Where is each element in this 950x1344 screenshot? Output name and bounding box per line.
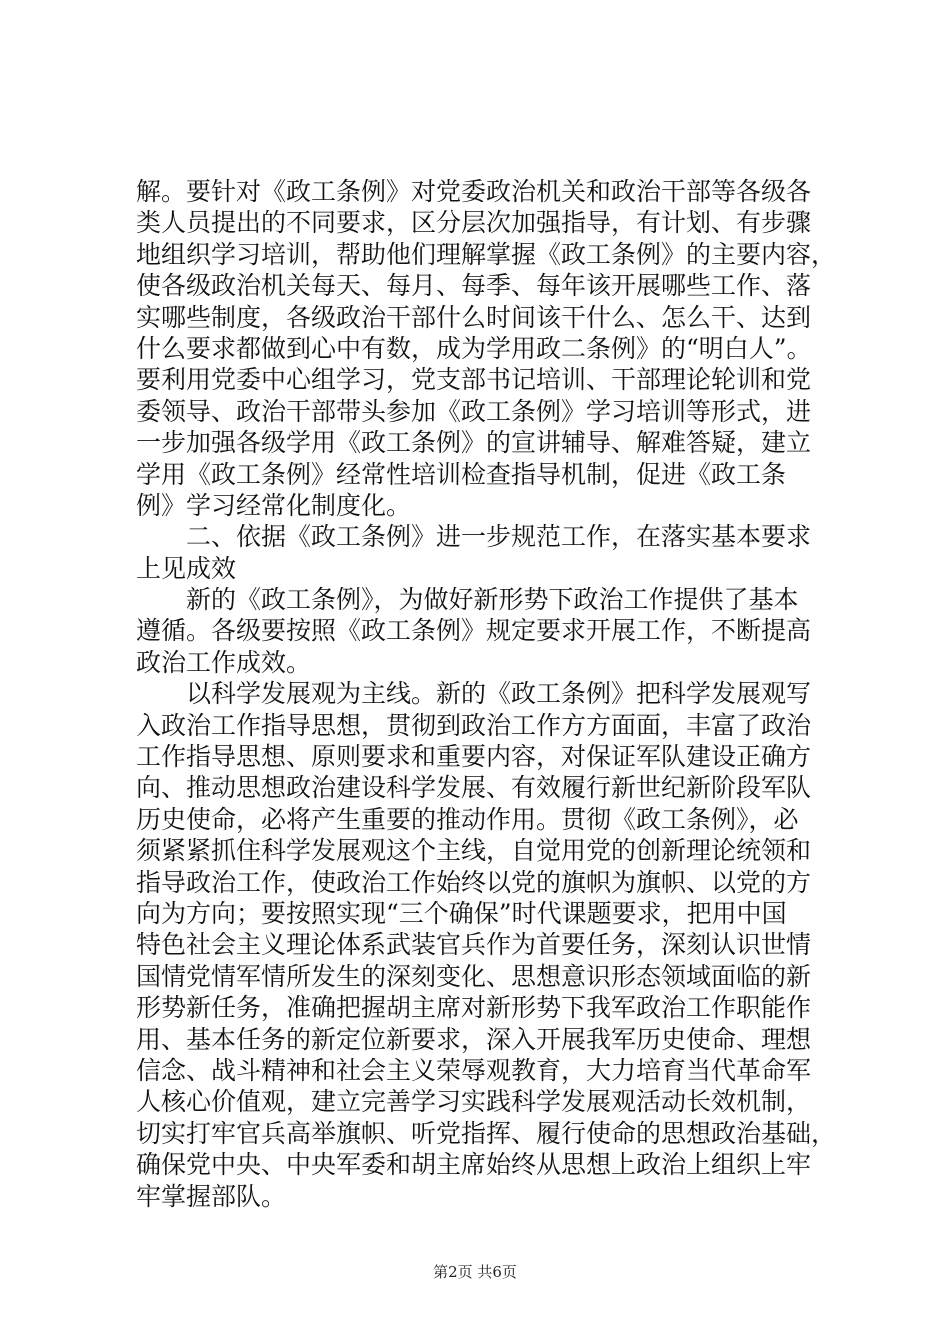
text-line: 确保党中央、中央军委和胡主席始终从思想上政治上组织上牢 bbox=[136, 1150, 812, 1180]
text-line: 工作指导思想、原则要求和重要内容，对保证军队建设正确方 bbox=[136, 742, 812, 772]
text-line: 使各级政治机关每天、每月、每季、每年该开展哪些工作、落 bbox=[136, 271, 812, 301]
text-line: 遵循。各级要按照《政工条例》规定要求开展工作，不断提高 bbox=[136, 616, 812, 646]
text-line: 类人员提出的不同要求，区分层次加强指导，有计划、有步骤 bbox=[136, 208, 812, 238]
text-line: 牢掌握部队。 bbox=[136, 1181, 287, 1211]
page-footer bbox=[0, 1262, 950, 1282]
text-line: 切实打牢官兵高举旗帜、听党指挥、履行使命的思想政治基础， bbox=[136, 1118, 837, 1148]
text-line: 政治工作成效。 bbox=[136, 647, 312, 677]
text-line: 上见成效 bbox=[136, 553, 237, 583]
text-line: 向、推动思想政治建设科学发展、有效履行新世纪新阶段军队 bbox=[136, 773, 812, 803]
text-line: 向为方向；要按照实现“三个确保”时代课题要求，把用中国 bbox=[136, 898, 787, 928]
text-line: 二、依据《政工条例》进一步规范工作，在落实基本要求 bbox=[136, 522, 812, 552]
text-line: 什么要求都做到心中有数，成为学用政二条例》的“明白人”。 bbox=[136, 333, 812, 363]
text-line: 入政治工作指导思想，贯彻到政治工作方方面面，丰富了政治 bbox=[136, 710, 812, 740]
text-line: 特色社会主义理论体系武装官兵作为首要任务，深刻认识世情 bbox=[136, 930, 812, 960]
text-line: 信念、战斗精神和社会主义荣辱观教育，大力培育当代革命军 bbox=[136, 1055, 812, 1085]
text-line: 以科学发展观为主线。新的《政工条例》把科学发展观写 bbox=[136, 679, 812, 709]
text-line: 新的《政工条例》，为做好新形势下政治工作提供了基本 bbox=[136, 585, 799, 615]
text-line: 解。要针对《政工条例》对党委政治机关和政治干部等各级各 bbox=[136, 177, 812, 206]
text-line: 学用《政工条例》经常性培训检查指导机制，促进《政工条 bbox=[136, 459, 787, 489]
text-line: 一步加强各级学用《政工条例》的宣讲辅导、解难答疑，建立 bbox=[136, 428, 812, 458]
text-line: 历史使命，必将产生重要的推动作用。贯彻《政工条例》，必 bbox=[136, 804, 799, 834]
text-line: 人核心价值观，建立完善学习实践科学发展观活动长效机制， bbox=[136, 1087, 812, 1117]
page-number: 第2页 共6页 bbox=[433, 1263, 517, 1281]
document-body bbox=[136, 176, 836, 1212]
text-line: 国情党情军情所发生的深刻变化、思想意识形态领域面临的新 bbox=[136, 961, 812, 991]
text-line: 形势新任务，准确把握胡主席对新形势下我军政治工作职能作 bbox=[136, 993, 812, 1023]
text-line: 委领导、政治干部带头参加《政工条例》学习培训等形式，进 bbox=[136, 396, 812, 426]
text-line: 要利用党委中心组学习，党支部书记培训、干部理论轮训和党 bbox=[136, 365, 812, 395]
text-line: 须紧紧抓住科学发展观这个主线，自觉用党的创新理论统领和 bbox=[136, 836, 812, 866]
text-line: 实哪些制度，各级政治干部什么时间该干什么、怎么干、达到 bbox=[136, 302, 812, 332]
text-line: 指导政治工作，使政治工作始终以党的旗帜为旗帜、以党的方 bbox=[136, 867, 812, 897]
text-line: 例》学习经常化制度化。 bbox=[136, 490, 412, 520]
text-line: 用、基本任务的新定位新要求，深入开展我军历史使命、理想 bbox=[136, 1024, 812, 1054]
text-line: 地组织学习培训，帮助他们理解掌握《政工条例》的主要内容， bbox=[136, 239, 837, 269]
